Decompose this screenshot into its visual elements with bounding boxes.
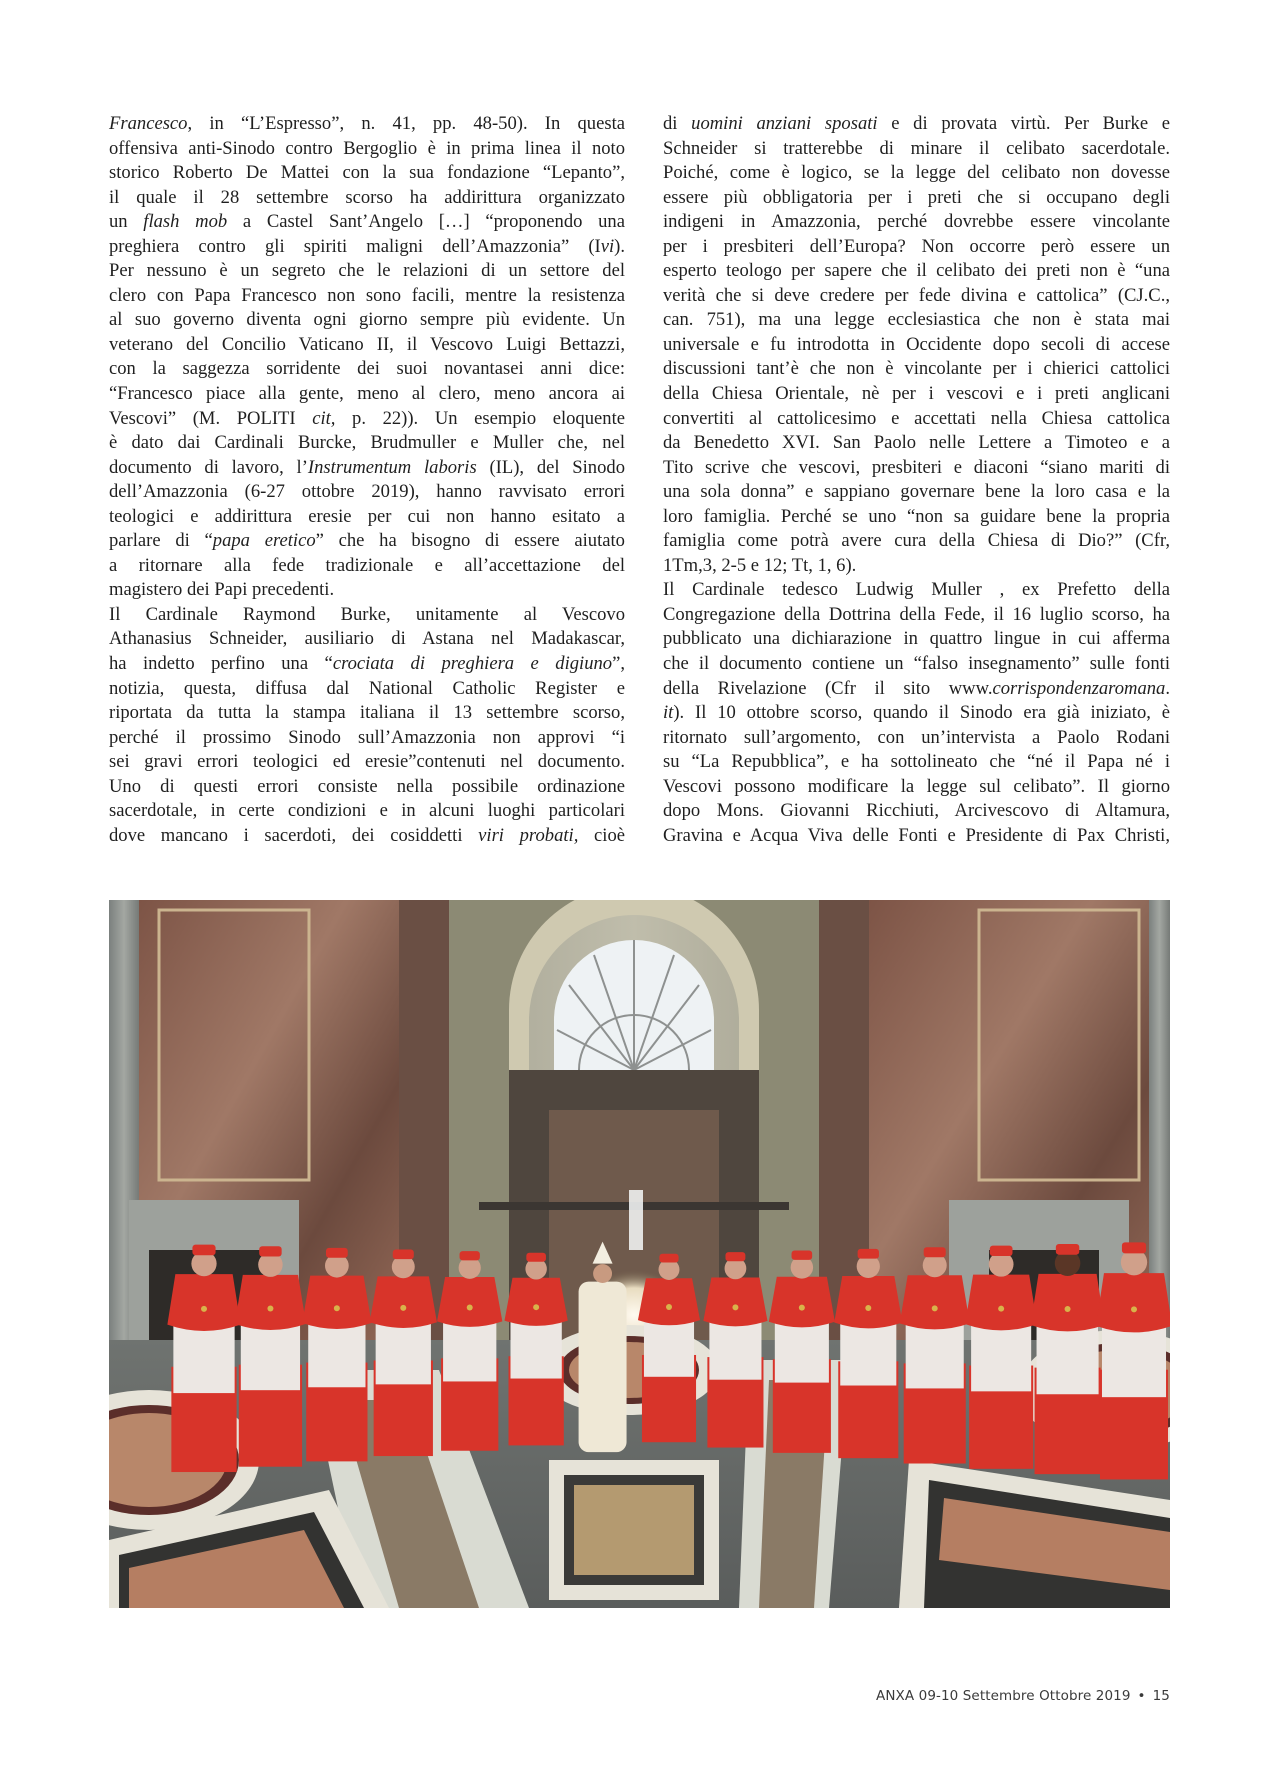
italic-run: Instrumentum laboris <box>307 456 477 478</box>
pectoral-cross <box>533 1304 539 1310</box>
text-run: documento di lavoro, l’ <box>109 456 308 478</box>
text-line <box>109 824 625 849</box>
biretta <box>792 1251 813 1260</box>
text-run: parlare di “ <box>109 530 213 552</box>
text-run: a Castel Sant’Angelo […] “proponendo una <box>227 211 625 233</box>
text-run: da Benedetto XVI. San Paolo nelle Lettere a Timoteo e a <box>663 432 1170 454</box>
text-run: dell’Amazzonia (6-27 ottobre 2019), hanno ravvisato errori <box>109 481 625 503</box>
text-run: loro famiglia. Perché se uno “non sa guidare bene la propria <box>663 505 1170 527</box>
text-run: Schneider si tratterebbe di minare il celibato sacerdotale. <box>663 137 1170 159</box>
text-line <box>109 652 625 677</box>
text-run: pubblicato una dichiarazione in quattro lingue in cui afferma <box>663 628 1170 650</box>
text-run: ”, <box>612 653 625 675</box>
text-line <box>663 259 1170 284</box>
text-run: una sola donna” e sappiano governare bene la loro casa e la <box>663 481 1170 503</box>
text-line <box>109 259 625 284</box>
italic-run: Francesco <box>109 113 188 134</box>
text-line <box>663 554 1170 579</box>
text-run: discussioni tant’è che non è vincolante per i chierici cattolici <box>663 358 1170 380</box>
left-text-column <box>109 112 625 848</box>
text-run: che il documento contiene un “falso insegnamento” sulle fonti <box>663 653 1170 675</box>
text-line <box>109 726 625 751</box>
cardinal-mozzetta <box>504 1278 567 1326</box>
text-run: perché il prossimo Sinodo sull’Amazzonia non approvi “i <box>109 726 625 748</box>
text-line <box>663 799 1170 824</box>
text-line <box>663 824 1170 849</box>
text-line <box>109 529 625 554</box>
text-run: al suo governo diventa ogni giorno sempre più evidente. Un <box>109 309 625 331</box>
cardinal-mozzetta <box>370 1276 437 1328</box>
cardinal-mozzetta <box>834 1276 902 1328</box>
text-line <box>109 357 625 382</box>
text-line <box>663 235 1170 260</box>
text-line <box>109 750 625 775</box>
text-line <box>663 210 1170 235</box>
italic-run: corrispondenzaromana <box>992 677 1166 699</box>
text-line <box>109 431 625 456</box>
text-run: teologici e addirittura eresie per cui non hanno esitato a <box>109 505 625 527</box>
pectoral-cross <box>865 1305 871 1311</box>
text-run: della Rivelazione (Cfr il sito www. <box>663 677 993 699</box>
text-run: Tito scrive che vescovi, presbiteri e diaconi “siano mariti di <box>663 456 1170 478</box>
text-run: storico Roberto De Mattei con la sua fondazione “Lepanto”, <box>109 162 625 184</box>
biretta <box>192 1245 215 1256</box>
text-line <box>109 161 625 186</box>
text-line <box>663 529 1170 554</box>
cardinal-mozzetta <box>167 1274 240 1331</box>
photo-illustration <box>109 900 1170 1608</box>
footer-separator: • <box>1137 1688 1146 1704</box>
text-line <box>663 308 1170 333</box>
pectoral-cross <box>799 1305 805 1311</box>
text-line <box>663 750 1170 775</box>
pectoral-cross <box>1065 1306 1071 1312</box>
text-line <box>663 186 1170 211</box>
text-run: ritornato sull’argomento, con un’intervista a Paolo Rodani <box>663 726 1170 748</box>
text-run: Il Cardinale tedesco Ludwig Muller , ex Prefetto della <box>663 579 1170 601</box>
cardinal-mozzetta <box>437 1277 502 1327</box>
text-line <box>663 627 1170 652</box>
text-run: universale e fu introdotta in Occidente dopo secoli di accese <box>663 333 1170 355</box>
text-run: Athanasius Schneider, ausiliario di Astana nel Madakascar, <box>109 628 625 650</box>
pectoral-cross <box>1131 1306 1137 1312</box>
text-line <box>663 652 1170 677</box>
cardinal-mozzetta <box>1031 1274 1105 1332</box>
text-run: offensiva anti-Sinodo contro Bergoglio è in prima linea il noto <box>109 137 625 159</box>
text-line <box>109 112 625 137</box>
text-line <box>109 333 625 358</box>
text-run: per i presbiteri dell’Europa? Non occorre però essere un <box>663 235 1170 257</box>
biretta <box>1122 1242 1146 1253</box>
pectoral-cross <box>334 1305 340 1311</box>
text-line <box>109 578 625 603</box>
text-run: Il Cardinale Raymond Burke, unitamente al Vescovo <box>109 603 625 625</box>
cardinal-mozzetta <box>900 1275 970 1329</box>
text-run: Vescovi” (M. POLITI <box>109 407 313 429</box>
text-run: verità che si deve credere per fede divina e cattolica” (CJ.C., <box>663 284 1170 306</box>
text-run: notizia, questa, diffusa dal National Catholic Register e <box>109 677 625 699</box>
text-run: Congregazione della Dottrina della Fede, il 16 luglio scorso, ha <box>663 603 1170 625</box>
text-run: cioè <box>578 824 625 846</box>
text-line <box>663 407 1170 432</box>
text-run: è dato dai Cardinali Burcke, Brudmuller e Muller che, nel <box>109 432 625 454</box>
text-run: su “La Repubblica”, e ha sottolineato che “né il Papa né i <box>663 751 1170 773</box>
text-run: convertiti al cattolicesimo e accettati nella Chiesa cattolica <box>663 407 1170 429</box>
text-run: dopo Mons. Giovanni Ricchiuti, Arcivescovo di Altamura, <box>663 800 1170 822</box>
text-line <box>109 407 625 432</box>
page-footer <box>876 1688 1170 1704</box>
text-line <box>663 431 1170 456</box>
text-run: Gravina e Acqua Viva delle Fonti e Presidente di Pax Christi, <box>663 824 1170 846</box>
text-run: preghiera contro gli spiriti maligni dell’Amazzonia” (I <box>109 235 601 257</box>
biretta <box>326 1248 348 1258</box>
text-run: . <box>1165 677 1170 699</box>
text-line <box>663 505 1170 530</box>
pectoral-cross <box>201 1306 207 1312</box>
text-line <box>109 210 625 235</box>
text-run: un <box>109 211 144 233</box>
pectoral-cross <box>998 1306 1004 1312</box>
text-run: sei gravi errori teologici ed eresie”contenuti nel documento. <box>109 751 625 773</box>
cardinal-mozzetta <box>965 1275 1037 1331</box>
cardinal-mozzetta <box>638 1278 700 1325</box>
biretta <box>393 1250 414 1260</box>
biretta <box>924 1247 946 1257</box>
text-line <box>109 137 625 162</box>
text-run: il quale il 28 settembre scorso ha addirittura organizzato <box>109 186 625 208</box>
text-run: Vescovi possono modificare la legge sul celibato”. Il giorno <box>663 775 1170 797</box>
text-line <box>109 677 625 702</box>
text-line <box>663 333 1170 358</box>
pectoral-cross <box>267 1306 273 1312</box>
pectoral-cross <box>400 1305 406 1311</box>
text-line <box>663 456 1170 481</box>
biretta <box>725 1252 745 1261</box>
pectoral-cross <box>666 1304 672 1310</box>
text-line <box>663 382 1170 407</box>
italic-run: it <box>663 702 674 724</box>
pectoral-cross <box>932 1305 938 1311</box>
text-line <box>663 775 1170 800</box>
text-run: della Chiesa Orientale, nè per i vescovi e i preti anglicani <box>663 383 1170 405</box>
text-line <box>663 284 1170 309</box>
text-line <box>109 480 625 505</box>
text-run: esperto teologo per sapere che il celibato dei preti non è “una <box>663 260 1170 282</box>
text-run: clero con Papa Francesco non sono facili, mentre la resistenza <box>109 284 625 306</box>
text-run: “Francesco piace alla gente, meno al clero, meno ancora ai <box>109 383 625 405</box>
text-run: ha indetto perfino una “ <box>109 653 333 675</box>
italic-run: cit, <box>312 407 336 429</box>
text-run: dove mancano i sacerdoti, dei cosiddetti <box>109 824 479 846</box>
text-line <box>663 603 1170 628</box>
cardinal-mozzetta <box>302 1276 371 1329</box>
text-run: , in “L’Espresso”, n. 41, pp. 48-50). In questa <box>187 113 625 134</box>
pope-figure <box>579 1282 627 1453</box>
biretta <box>526 1253 546 1262</box>
italic-run: uomini anziani sposati <box>691 113 878 134</box>
text-line <box>109 799 625 824</box>
publication-info: ANXA 09-10 Settembre Ottobre 2019 <box>876 1688 1131 1704</box>
text-run: p. 22)). Un esempio eloquente <box>335 407 625 429</box>
text-line <box>663 677 1170 702</box>
text-line <box>109 186 625 211</box>
text-line <box>109 775 625 800</box>
pope-head <box>593 1264 612 1283</box>
text-run: indigeni in Amazzonia, perché dovrebbe essere vincolante <box>663 211 1170 233</box>
text-run: ). <box>614 235 625 257</box>
text-line <box>663 480 1170 505</box>
text-line <box>109 308 625 333</box>
cardinal-mozzetta <box>769 1277 835 1328</box>
text-run: di <box>663 113 692 134</box>
biretta <box>259 1246 281 1256</box>
text-run: veterano del Concilio Vaticano II, il Vescovo Luigi Bettazzi, <box>109 333 625 355</box>
text-run: essere più obbligatoria per i preti che si occupano degli <box>663 186 1170 208</box>
text-run: can. 751), ma una legge ecclesiastica che non è stata mai <box>663 309 1170 331</box>
text-line <box>663 578 1170 603</box>
cardinal-mozzetta <box>235 1275 306 1330</box>
text-run: riportata da tutta la stampa italiana il 13 settembre scorso, <box>109 702 625 724</box>
text-run: (IL), del Sinodo <box>476 456 625 478</box>
biretta <box>460 1251 480 1260</box>
pectoral-cross <box>467 1305 473 1311</box>
text-line <box>109 284 625 309</box>
text-run: Per nessuno è un segreto che le relazioni di un settore del <box>109 260 625 282</box>
italic-run: flash mob <box>143 211 228 233</box>
cardinal-mozzetta <box>703 1277 767 1326</box>
text-run: ” che ha bisogno di essere aiutato <box>315 530 625 552</box>
pectoral-cross <box>732 1304 738 1310</box>
text-line <box>109 456 625 481</box>
text-line <box>109 382 625 407</box>
text-line <box>663 357 1170 382</box>
text-run: sacerdotale, in certe condizioni e in alcuni luoghi particolari <box>109 800 625 822</box>
text-line <box>109 701 625 726</box>
text-run: e di provata virtù. Per Burke e <box>877 113 1170 134</box>
biretta <box>1056 1244 1079 1255</box>
text-run: famiglia come potrà avere cura della Chiesa di Dio?” (Cfr, <box>663 530 1170 552</box>
text-run: Uno di questi errori consiste nella possibile ordinazione <box>109 775 625 797</box>
italic-run: vi <box>600 235 615 257</box>
text-run: a ritornare alla fede tradizionale e all’accettazione del <box>109 554 625 576</box>
biretta <box>858 1249 879 1259</box>
italic-run: crociata di preghiera e digiuno <box>332 653 613 675</box>
text-run: con la saggezza sorridente dei suoi novantasei anni dice: <box>109 358 625 380</box>
text-line <box>663 701 1170 726</box>
text-line <box>109 235 625 260</box>
page-number: 15 <box>1152 1688 1170 1704</box>
text-line <box>663 137 1170 162</box>
text-line <box>109 627 625 652</box>
text-line <box>109 505 625 530</box>
text-line <box>663 161 1170 186</box>
text-line <box>663 726 1170 751</box>
right-text-column <box>663 112 1170 848</box>
text-line <box>109 603 625 628</box>
text-run: ). Il 10 ottobre scorso, quando il Sinodo era già iniziato, è <box>673 702 1170 724</box>
cardinals-photo <box>109 900 1170 1608</box>
text-run: magistero dei Papi precedenti. <box>109 579 335 601</box>
biretta <box>659 1254 678 1263</box>
cardinal-mozzetta <box>1096 1273 1170 1332</box>
text-run: 1Tm,3, 2-5 e 12; Tt, 1, 6). <box>663 554 857 576</box>
text-run: Poiché, come è logico, se la legge del celibato non dovesse <box>663 162 1170 184</box>
text-line <box>663 112 1170 137</box>
italic-run: viri probati, <box>478 824 579 846</box>
biretta <box>990 1246 1013 1256</box>
text-line <box>109 554 625 579</box>
italic-run: papa eretico <box>212 530 316 552</box>
